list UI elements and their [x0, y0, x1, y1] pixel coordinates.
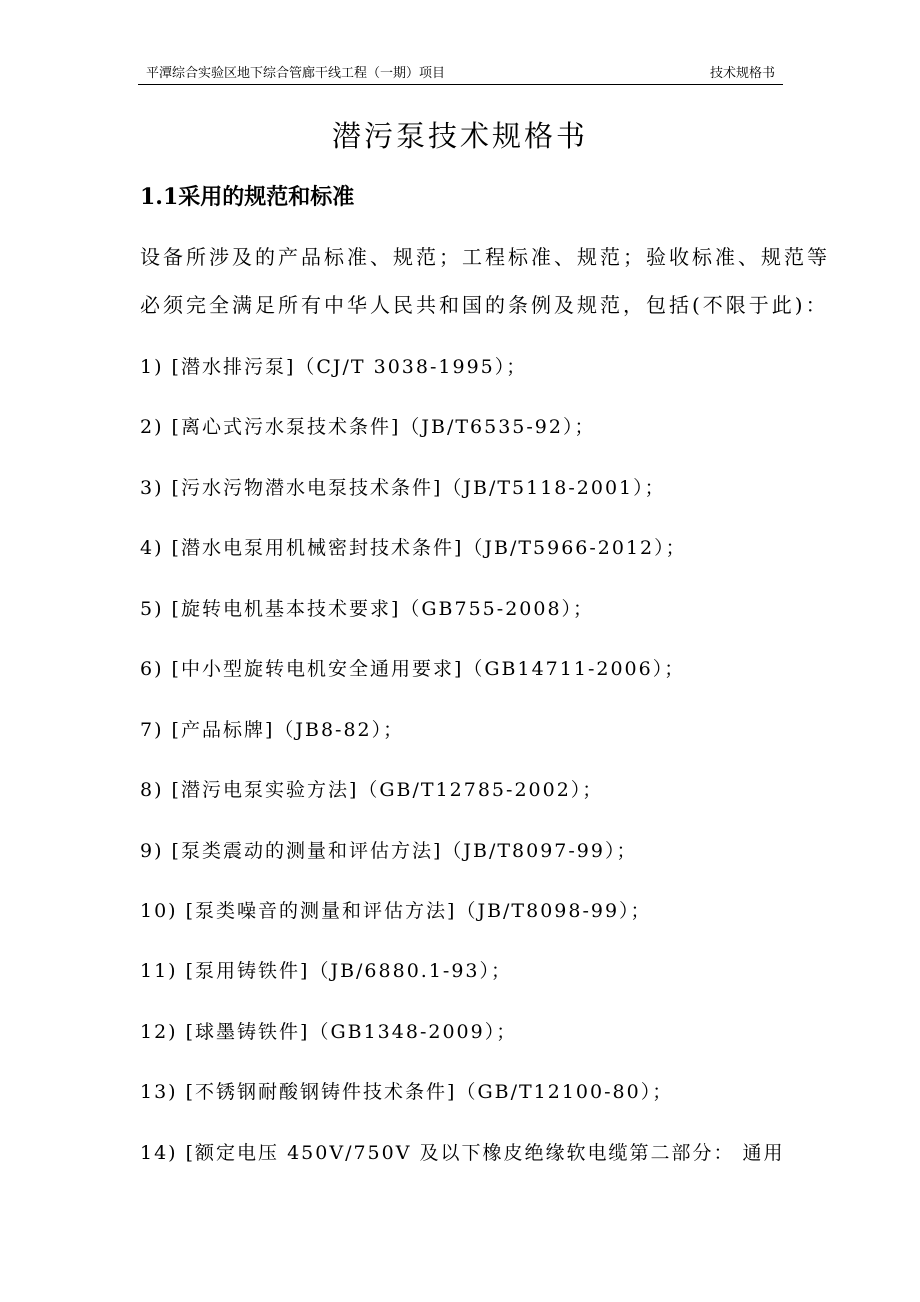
standard-item: 14) [额定电压 450V/750V 及以下橡皮绝缘软电缆第二部分： 通用 — [140, 1142, 785, 1164]
standard-item: 4) [潜水电泵用机械密封技术条件]（JB/T5966-2012）； — [140, 537, 687, 559]
document-title: 潜污泵技术规格书 — [331, 119, 588, 153]
header-doc-type: 技术规格书 — [709, 66, 775, 81]
standard-item: 12) [球墨铸铁件]（GB1348-2009）； — [140, 1021, 518, 1043]
intro-line-1: 设备所涉及的产品标准、规范；工程标准、规范；验收标准、规范等 — [140, 245, 830, 269]
standard-item: 6) [中小型旋转电机安全通用要求]（GB14711-2006）； — [140, 658, 686, 680]
standard-item: 2) [离心式污水泵技术条件]（JB/T6535-92）； — [140, 416, 596, 438]
section-heading: 1.1采用的规范和标准 — [140, 184, 355, 210]
standard-item: 7) [产品标牌]（JB8-82）； — [140, 719, 405, 741]
intro-line-2: 必须完全满足所有中华人民共和国的条例及规范，包括(不限于此)： — [140, 293, 829, 317]
standard-item: 8) [潜污电泵实验方法]（GB/T12785-2002）； — [140, 779, 604, 801]
standard-item: 10) [泵类噪音的测量和评估方法]（JB/T8098-99）； — [140, 900, 652, 922]
standard-item: 13) [不锈钢耐酸钢铸件技术条件]（GB/T12100-80）； — [140, 1081, 674, 1103]
page-header — [138, 62, 783, 85]
standard-item: 11) [泵用铸铁件]（JB/6880.1-93）； — [140, 960, 513, 982]
header-project-name: 平潭综合实验区地下综合管廊干线工程（一期）项目 — [146, 66, 446, 81]
standard-item: 1) [潜水排污泵]（CJ/T 3038-1995）； — [140, 356, 528, 378]
standard-item: 9) [泵类震动的测量和评估方法]（JB/T8097-99）； — [140, 840, 638, 862]
standard-item: 3) [污水污物潜水电泵技术条件]（JB/T5118-2001）； — [140, 477, 666, 499]
standard-item: 5) [旋转电机基本技术要求]（GB755-2008）； — [140, 598, 595, 620]
